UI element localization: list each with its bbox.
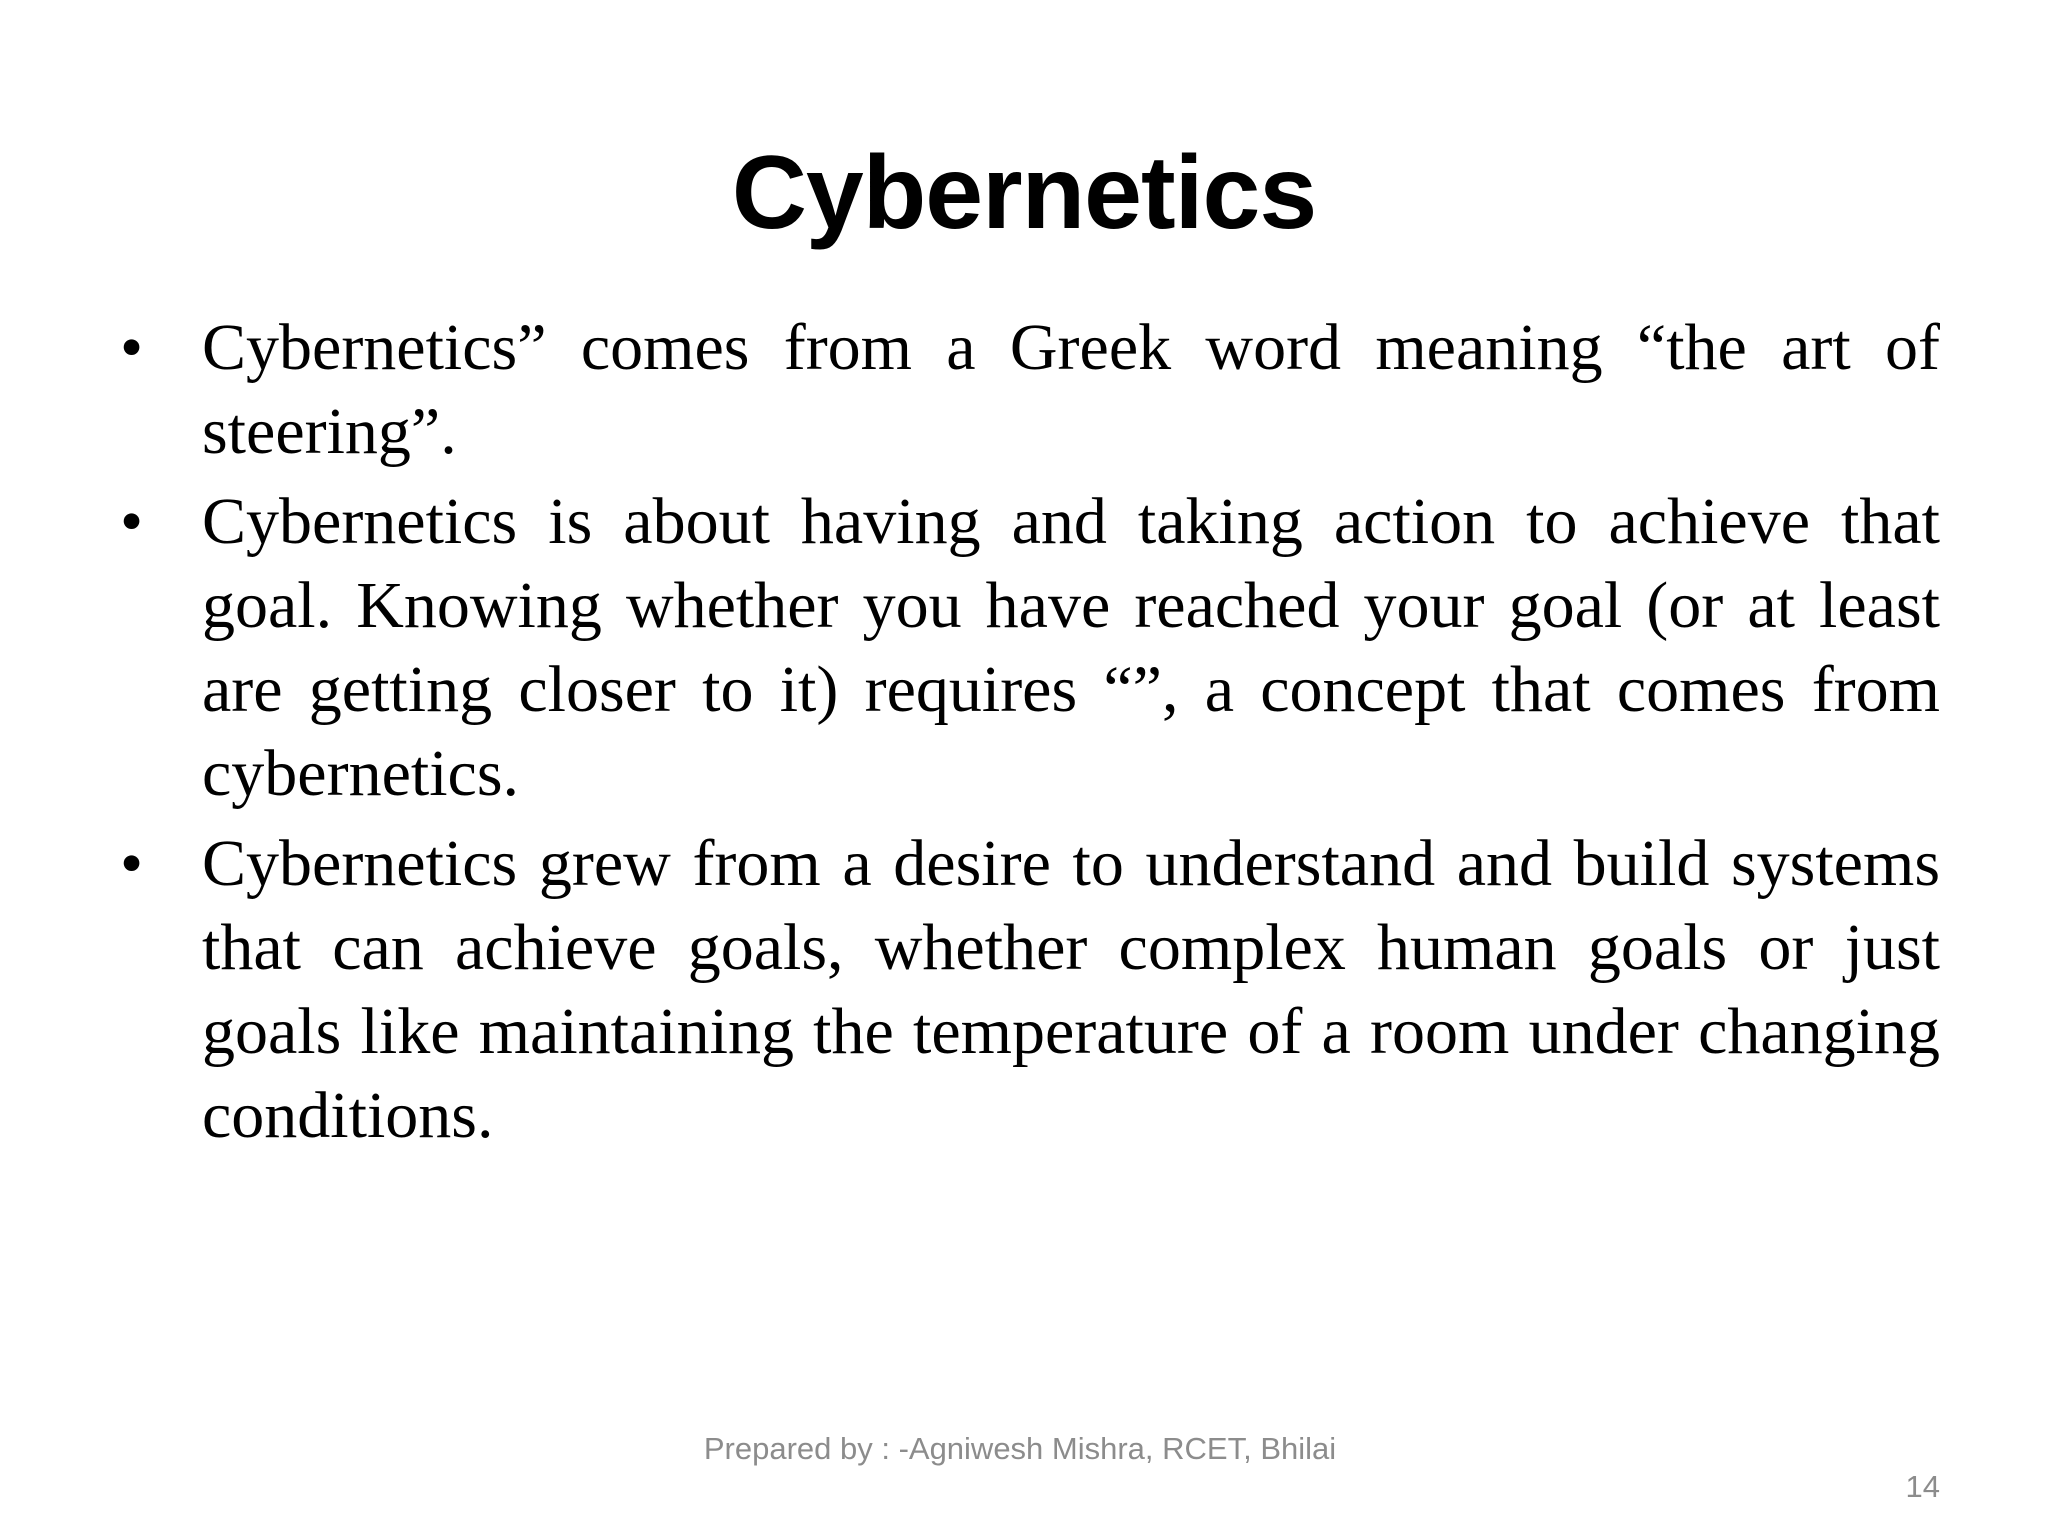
bullet-list	[120, 306, 1940, 1164]
bullet-dot-icon: •	[120, 485, 144, 558]
bullet-item	[120, 480, 1940, 816]
bullet-text: Cybernetics grew from a desire to understand and build systems that can achieve goals, whether complex human goals or just goals like maintaining the temperature of a room under changing conditions.	[202, 827, 1940, 1152]
slide-title: Cybernetics	[731, 135, 1317, 251]
bullet-item	[120, 822, 1940, 1158]
bullet-dot-icon: •	[120, 827, 144, 900]
bullet-text: Cybernetics” comes from a Greek word meaning “the art of steering”.	[202, 311, 1940, 468]
bullet-item	[120, 306, 1940, 474]
bullet-text: Cybernetics is about having and taking action to achieve that goal. Knowing whether you have reached your goal (or at least are getting closer to it) requires “”, a concept that comes from cybernetics.	[202, 485, 1940, 810]
bullet-dot-icon: •	[120, 311, 144, 384]
slide-footer: Prepared by : -Agniwesh Mishra, RCET, Bhilai	[703, 1431, 1337, 1466]
page-number: 14	[1905, 1469, 1940, 1504]
